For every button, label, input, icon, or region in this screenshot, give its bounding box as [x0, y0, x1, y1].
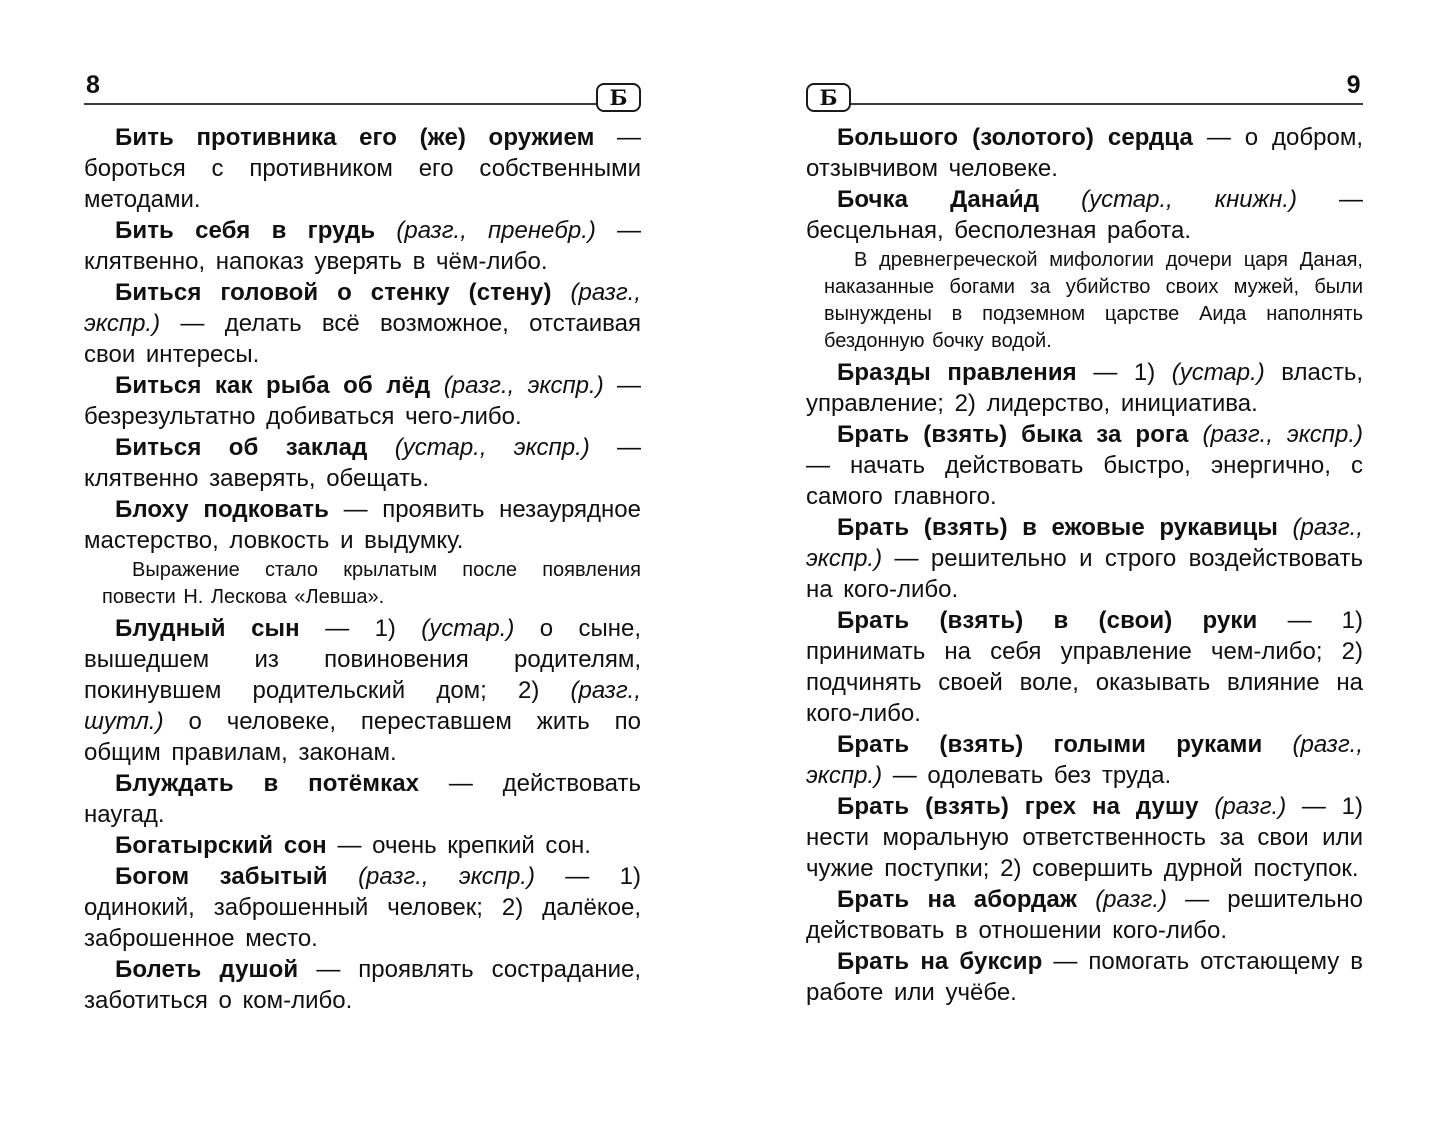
entry-term: Блоху подковать — [115, 496, 344, 523]
definition-text: — одолевать без труда. — [882, 762, 1172, 789]
dictionary-entry — [806, 357, 1363, 419]
usage-label: (разг., шутл.) — [84, 677, 641, 735]
definition-text: о человеке, переставшем жить по общим правилам, законам. — [84, 708, 641, 766]
dictionary-entry — [84, 122, 641, 215]
etymology-note: Выражение стало крылатым после появления повести Н. Лескова «Левша». — [102, 559, 641, 608]
dictionary-entry — [84, 768, 641, 830]
definition-text: — действовать наугад. — [84, 770, 641, 828]
entry-term: Большого (золотого) сердца — [837, 124, 1207, 151]
dictionary-entry — [84, 215, 641, 277]
dictionary-entry — [806, 605, 1363, 729]
entry-term: Биться как рыба об лёд — [115, 372, 444, 399]
entry-term: Брать (взять) в ежовые рукавицы — [837, 514, 1293, 541]
usage-label: (разг., экспр.) — [806, 514, 1363, 572]
definition-text: — клятвенно, напоказ уверять в чём-либо. — [84, 217, 642, 275]
definition-text: — помогать отстающему в работе или учёбе. — [806, 948, 1363, 1006]
usage-label: (устар., экспр.) — [394, 434, 590, 461]
dictionary-entry — [806, 946, 1363, 1008]
entry-term: Бразды правления — [837, 359, 1094, 386]
entry-term: Богатырский сон — [115, 832, 338, 859]
definition-text: — бесцельная, бесполезная работа. — [806, 186, 1363, 244]
definition-text: — 1) — [1093, 359, 1172, 386]
dictionary-entry — [806, 791, 1363, 884]
entry-term: Биться головой о стенку (стену) — [115, 279, 571, 306]
dictionary-entry — [84, 613, 641, 768]
entry-term: Бочка Данаи́д — [837, 186, 1082, 213]
letter-tab: Б — [596, 83, 641, 112]
usage-label: (устар., книжн.) — [1081, 186, 1298, 213]
dictionary-entry — [84, 370, 641, 432]
usage-label: (разг., экспр.) — [1202, 421, 1363, 448]
letter-tab: Б — [806, 83, 851, 112]
header-rule — [806, 103, 1363, 106]
usage-label: (разг., экспр.) — [806, 731, 1363, 789]
dictionary-entry — [806, 184, 1363, 246]
page-body — [806, 122, 1363, 1008]
usage-label: (устар.) — [421, 615, 515, 642]
entry-term: Блуждать в потёмках — [115, 770, 449, 797]
page-right — [806, 72, 1363, 1008]
entry-term: Брать (взять) быка за рога — [837, 421, 1203, 448]
page-left — [84, 72, 641, 1016]
usage-label: (устар.) — [1171, 359, 1265, 386]
dictionary-entry — [806, 884, 1363, 946]
page-body — [84, 122, 641, 1016]
dictionary-entry — [84, 830, 641, 861]
dictionary-entry — [806, 419, 1363, 512]
definition-text: — 1) принимать на себя управление чем-либо; 2) подчинять своей воле, оказывать влияние на кого-либо. — [806, 607, 1364, 727]
definition-text: — клятвенно заверять, обещать. — [84, 434, 641, 492]
entry-term: Брать на абордаж — [837, 886, 1096, 913]
definition-text: власть, управление; 2) лидерство, инициатива. — [806, 359, 1363, 417]
entry-term: Брать (взять) грех на душу — [837, 793, 1215, 820]
definition-text: — начать действовать быстро, энергично, с самого главного. — [806, 452, 1363, 510]
dictionary-entry — [84, 277, 641, 370]
dictionary-entry — [84, 432, 641, 494]
usage-label: (разг.) — [1095, 886, 1167, 913]
entry-term: Богом забытый — [115, 863, 359, 890]
entry-term: Брать (взять) в (свои) руки — [837, 607, 1288, 634]
page-number: 8 — [86, 71, 101, 99]
definition-text: — 1) одинокий, заброшенный человек; 2) далёкое, заброшенное место. — [84, 863, 641, 952]
usage-label: (разг., экспр.) — [84, 279, 641, 337]
definition-text: — делать всё возможное, отстаивая свои интересы. — [84, 310, 641, 368]
dictionary-entry — [84, 954, 641, 1016]
etymology-note: В древнегреческой мифологии дочери царя Даная, наказанные богами за убийство своих мужей, были вынуждены в подземном царстве Аида наполнять бездонную бочку водой. — [824, 249, 1363, 352]
entry-term: Болеть душой — [115, 956, 317, 983]
definition-text: — решительно и строго воздействовать на кого-либо. — [806, 545, 1363, 603]
usage-label: (разг., пренебр.) — [396, 217, 596, 244]
definition-text: — проявлять сострадание, заботиться о ком-либо. — [84, 956, 641, 1014]
usage-label: (разг., экспр.) — [443, 372, 604, 399]
entry-term: Блудный сын — [115, 615, 326, 642]
dictionary-entry — [806, 122, 1363, 184]
dictionary-entry — [806, 729, 1363, 791]
definition-text: — безрезультатно добиваться чего-либо. — [84, 372, 642, 430]
entry-term: Бить противника его (же) оружием — [115, 124, 617, 151]
entry-term: Брать на буксир — [837, 948, 1054, 975]
entry-term: Брать (взять) голыми руками — [837, 731, 1293, 758]
usage-label: (разг.) — [1214, 793, 1287, 820]
definition-text: — 1) — [325, 615, 422, 642]
definition-text: — проявить незаурядное мастерство, ловкость и выдумку. — [84, 496, 642, 554]
page-header-right — [806, 71, 1363, 110]
entry-term: Биться об заклад — [115, 434, 395, 461]
definition-text: — о добром, отзывчивом человеке. — [806, 124, 1363, 182]
usage-label: (разг., экспр.) — [358, 863, 535, 890]
dictionary-entry — [84, 494, 641, 556]
page-header-left — [84, 71, 641, 110]
dictionary-entry — [806, 512, 1363, 605]
definition-text: — решительно действовать в отношении кого-либо. — [806, 886, 1363, 944]
dictionary-entry — [84, 861, 641, 954]
definition-text: — бороться с противником его собственными методами. — [84, 124, 641, 213]
definition-text: — очень крепкий сон. — [337, 832, 591, 859]
entry-term: Бить себя в грудь — [115, 217, 397, 244]
page-number: 9 — [1346, 71, 1361, 99]
header-rule — [84, 103, 641, 106]
definition-text: о сыне, вышедшем из повиновения родителям, покинувшем родительский дом; 2) — [84, 615, 641, 704]
definition-text: — 1) нести моральную ответственность за свои или чужие поступки; 2) совершить дурной поступок. — [806, 793, 1363, 882]
